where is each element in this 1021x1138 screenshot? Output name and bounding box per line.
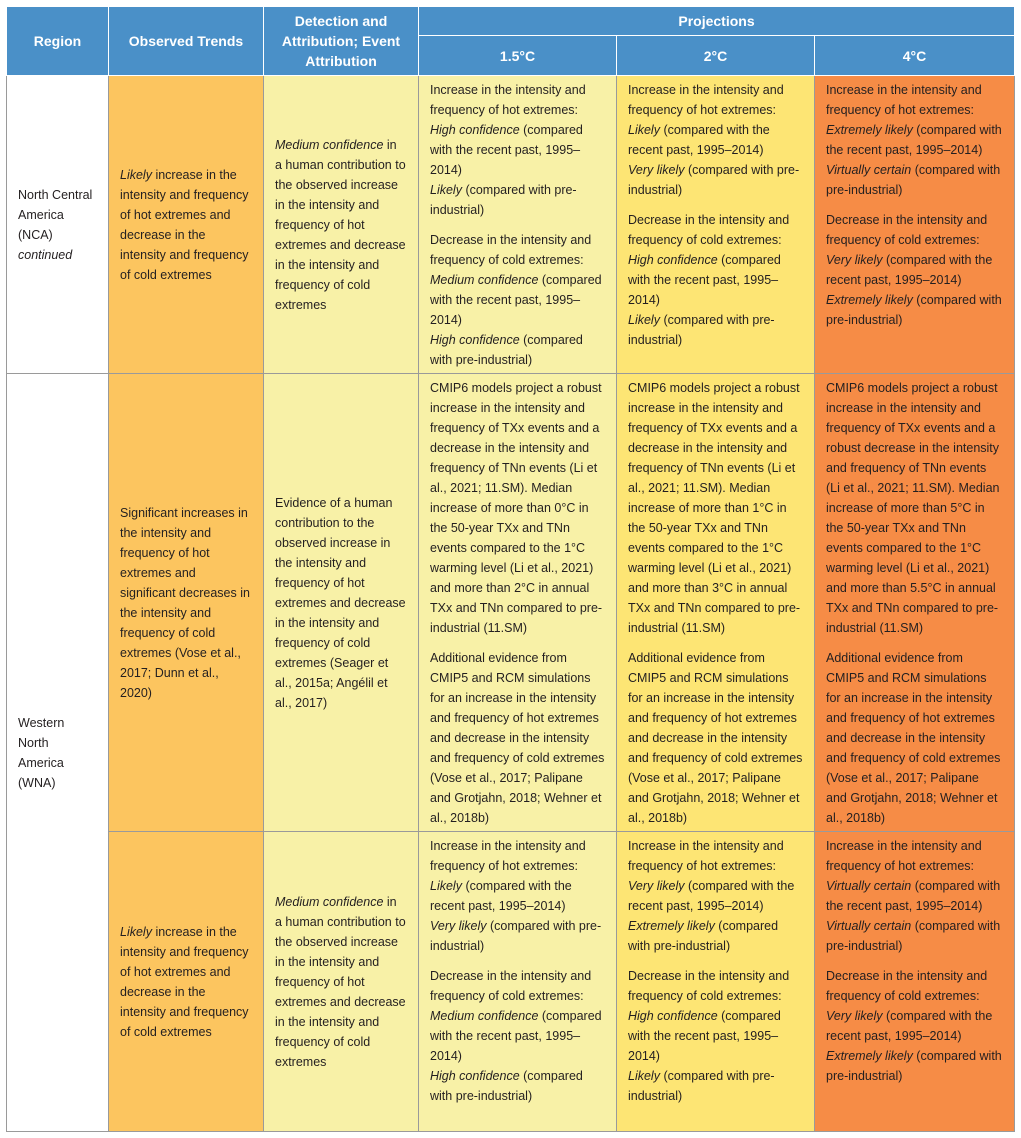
header-detection-attribution: Detection and Attribution; Event Attribution [264, 7, 419, 76]
projection-2c-cell: Increase in the intensity and frequency of hot extremes: Very likely (compared with the recent past, 1995–2014) Extremely likely (compared with pre-industrial) Decrease in the intensity and frequency of cold extremes: High confidence (compared with the recent past, 1995–2014) Likely (compared with pre-industrial) [617, 832, 815, 1132]
projection-2c-cell: Increase in the intensity and frequency of hot extremes: Likely (compared with the recent past, 1995–2014) Very likely (compared with pre-industrial) Decrease in the intensity and frequency of cold extremes: High confidence (compared with the recent past, 1995–2014) Likely (compared with pre-industrial) [617, 76, 815, 374]
region-continued: continued [18, 247, 73, 262]
projection-4c-cell: Increase in the intensity and frequency of hot extremes: Virtually certain (compared with the recent past, 1995–2014) Virtually certain (compared with pre-industrial) Decrease in the intensity and frequency of cold extremes: Very likely (compared with the recent past, 1995–2014) Extremely likely (compared with pre-industrial) [815, 832, 1015, 1132]
detection-cell: Medium confidence in a human contribution to the observed increase in the intensity and frequency of hot extremes and decrease in the intensity and frequency of cold extremes [264, 76, 419, 374]
header-observed-trends: Observed Trends [109, 7, 264, 76]
header-4c: 4°C [815, 36, 1015, 76]
observed-trends-cell: Likely increase in the intensity and frequency of hot extremes and decrease in the intensity and frequency of cold extremes [109, 76, 264, 374]
projection-1-5c-cell: CMIP6 models project a robust increase in the intensity and frequency of TXx events and a decrease in the intensity and frequency of TNn events (Li et al., 2021; 11.SM). Median increase of more than 0°C in the 50-year TXx and TNn events compared to the 1°C warming level (Li et al., 2021) and more than 2°C in annual TXx and TNn compared to pre-industrial (11.SM) Additional evidence from CMIP5 and RCM simulations for an increase in the intensity and frequency of hot extremes and decrease in the intensity and frequency of cold extremes (Vose et al., 2017; Palipane and Grotjahn, 2018; Wehner et al., 2018b) [419, 374, 617, 832]
detection-cell: Evidence of a human contribution to the observed increase in the intensity and frequency of hot extremes and decrease in the intensity and frequency of cold extremes (Seager et al., 2015a; Angélil et al., 2017) [264, 374, 419, 832]
region-cell [7, 76, 109, 374]
table-row [7, 832, 1015, 1132]
header-2c: 2°C [617, 36, 815, 76]
projection-1-5c-cell: Increase in the intensity and frequency of hot extremes: High confidence (compared with the recent past, 1995–2014) Likely (compared with pre-industrial) Decrease in the intensity and frequency of cold extremes: Medium confidence (compared with the recent past, 1995–2014) High confidence (compared with pre-industrial) [419, 76, 617, 374]
projection-1-5c-cell: Increase in the intensity and frequency of hot extremes: Likely (compared with the recent past, 1995–2014) Very likely (compared with pre-industrial) Decrease in the intensity and frequency of cold extremes: Medium confidence (compared with the recent past, 1995–2014) High confidence (compared with pre-industrial) [419, 832, 617, 1132]
projection-2c-cell: CMIP6 models project a robust increase in the intensity and frequency of TXx events and a decrease in the intensity and frequency of TNn events (Li et al., 2021; 11.SM). Median increase of more than 1°C in the 50-year TXx and TNn events compared to the 1°C warming level (Li et al., 2021) and more than 3°C in annual TXx and TNn compared to pre-industrial (11.SM) Additional evidence from CMIP5 and RCM simulations for an increase in the intensity and frequency of hot extremes and decrease in the intensity and frequency of cold extremes (Vose et al., 2017; Palipane and Grotjahn, 2018; Wehner et al., 2018b) [617, 374, 815, 832]
projection-4c-cell: CMIP6 models project a robust increase in the intensity and frequency of TXx events and a robust decrease in the intensity and frequency of TNn events (Li et al., 2021; 11.SM). Median increase of more than 5°C in the 50-year TXx and TNn events compared to the 1°C warming level (Li et al., 2021) and more than 5.5°C in annual TXx and TNn compared to pre-industrial (11.SM) Additional evidence from CMIP5 and RCM simulations for an increase in the intensity and frequency of hot extremes and decrease in the intensity and frequency of cold extremes (Vose et al., 2017; Palipane and Grotjahn, 2018; Wehner et al., 2018b) [815, 374, 1015, 832]
table-row [7, 374, 1015, 832]
region-cell: Western North America (WNA) [7, 374, 109, 1132]
header-projections: Projections [419, 7, 1015, 36]
detection-cell: Medium confidence in a human contribution to the observed increase in the intensity and frequency of hot extremes and decrease in the intensity and frequency of cold extremes [264, 832, 419, 1132]
region-name: North Central America (NCA) [18, 187, 93, 242]
assessment-table [6, 6, 1015, 1132]
table-row [7, 76, 1015, 374]
header-1-5c: 1.5°C [419, 36, 617, 76]
projection-4c-cell: Increase in the intensity and frequency of hot extremes: Extremely likely (compared with the recent past, 1995–2014) Virtually certain (compared with pre-industrial) Decrease in the intensity and frequency of cold extremes: Very likely (compared with the recent past, 1995–2014) Extremely likely (compared with pre-industrial) [815, 76, 1015, 374]
observed-trends-cell: Likely increase in the intensity and frequency of hot extremes and decrease in the intensity and frequency of cold extremes [109, 832, 264, 1132]
header-region: Region [7, 7, 109, 76]
observed-trends-cell: Significant increases in the intensity and frequency of hot extremes and significant decreases in the intensity and frequency of cold extremes (Vose et al., 2017; Dunn et al., 2020) [109, 374, 264, 832]
